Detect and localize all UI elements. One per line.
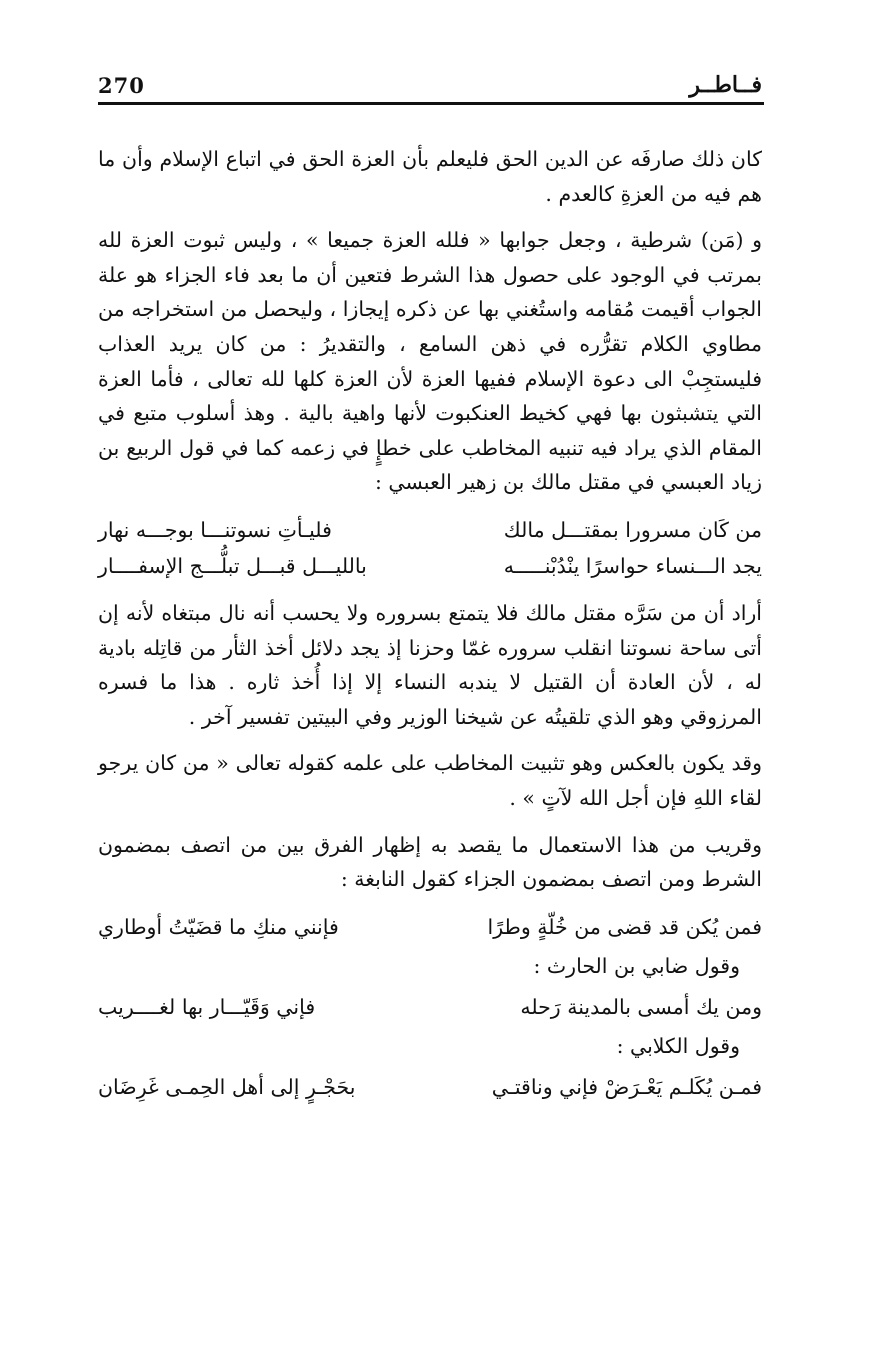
verse-hemistich-second: فإني وَقَيّـــار بها لغــــريب <box>98 994 316 1019</box>
verse-hemistich-first: يجد الـــنساء حواسرًا ينْدُبْنـــــه <box>503 553 762 578</box>
paragraph-3: أراد أن من سَرَّه مقتل مالك فلا يتمتع بسروره ولا يحسب أنه نال مبتغاه لأنه إن أتى ساحة نسوتنا انقلب سروره غمّا وحزنا إذ يجد دلائل أخذ الثأر من قاتِله بادية له ، لأن العادة أن القتيل لا يندبه النساء إلا إذا أُخذ ثاره . هذا ما فسره المرزوقي وهو الذي تلقيتُه عن شيخنا الوزير وفي البيتين تفسير آخر . <box>98 600 762 729</box>
verse-line <box>98 548 762 584</box>
verse-line <box>98 512 762 548</box>
paragraph-4: وقد يكون بالعكس وهو تثبيت المخاطب على علمه كقوله تعالى « من كان يرجو لقاء اللهِ فإن أجل الله لآتٍ » . <box>98 751 762 810</box>
paragraph-5: وقريب من هذا الاستعمال ما يقصد به إظهار الفرق بين من اتصف بمضمون الشرط ومن اتصف بمضمون الجزاء كقول النابغة : <box>98 832 762 892</box>
verse-intro-kilabi: وقول الكلابي : <box>616 1033 740 1058</box>
running-title: فــاطــر <box>689 72 762 98</box>
verse-hemistich-second: بحَجْـرٍ إلى أهل الحِمـى غَرِضَان <box>98 1074 356 1099</box>
paragraph-1: كان ذلك صارفَه عن الدين الحق فليعلم بأن العزة الحق في اتباع الإسلام وأن ما هم فيه من العزةِ كالعدم . <box>98 147 762 206</box>
page-number: 270 <box>98 73 145 98</box>
verse-nabigha <box>98 909 762 945</box>
verse-dabi <box>98 989 762 1025</box>
verse-hemistich-first: فمـن يُكَلـم يَعْـرَضْ فإني وناقتـي <box>491 1074 762 1099</box>
verse-kilabi <box>98 1069 762 1105</box>
verse-intro-dabi: وقول ضابي بن الحارث : <box>533 953 740 978</box>
verse-hemistich-first: من كَان مسرورا بمقتـــل مالك <box>503 517 762 542</box>
header-rule <box>98 102 764 105</box>
verse-hemistich-second: فليـأتِ نسوتنـــا بوجـــه نهار <box>98 517 332 542</box>
paragraph-2: و (مَن) شرطية ، وجعل جوابها « فلله العزة جميعا » ، وليس ثبوت العزة لله بمرتب في الوجود على حصول هذا الشرط فتعين أن ما بعد فاء الجزاء هو علة الجواب أقيمت مُقامه واستُغني بها عن ذكره إيجازا ، وليحصل من استخراجه من مطاوي الكلام تقرُّره في ذهن السامع ، والتقديرُ : من كان يريد العذاب فليستجِبْ الى دعوة الإسلام ففيها العزة لأن العزة كلها لله تعالى ، فأما العزة التي يتشبثون بها فهي كخيط العنكبوت لأنها واهية بالية . وهذ أسلوب متبع في المقام الذي يراد فيه تنبيه المخاطب على خطإٍ في زعمه كما في قول الربيع بن زياد العبسي في مقتل مالك بن زهير العبسي : <box>98 228 762 495</box>
verse-hemistich-first: ومن يك أمسى بالمدينة رَحله <box>520 994 762 1019</box>
verse-rabi <box>98 512 762 584</box>
verse-hemistich-second: فإنني منكِ ما قضَيّتُ أوطاري <box>98 914 339 939</box>
verse-hemistich-second: بالليـــل قبـــل تبلُّـــج الإسفــــار <box>98 553 367 578</box>
verse-hemistich-first: فمن يُكن قد قضى من خُلّةٍ وطرًا <box>487 914 762 939</box>
page-header <box>98 60 762 98</box>
page-body <box>98 142 762 1109</box>
